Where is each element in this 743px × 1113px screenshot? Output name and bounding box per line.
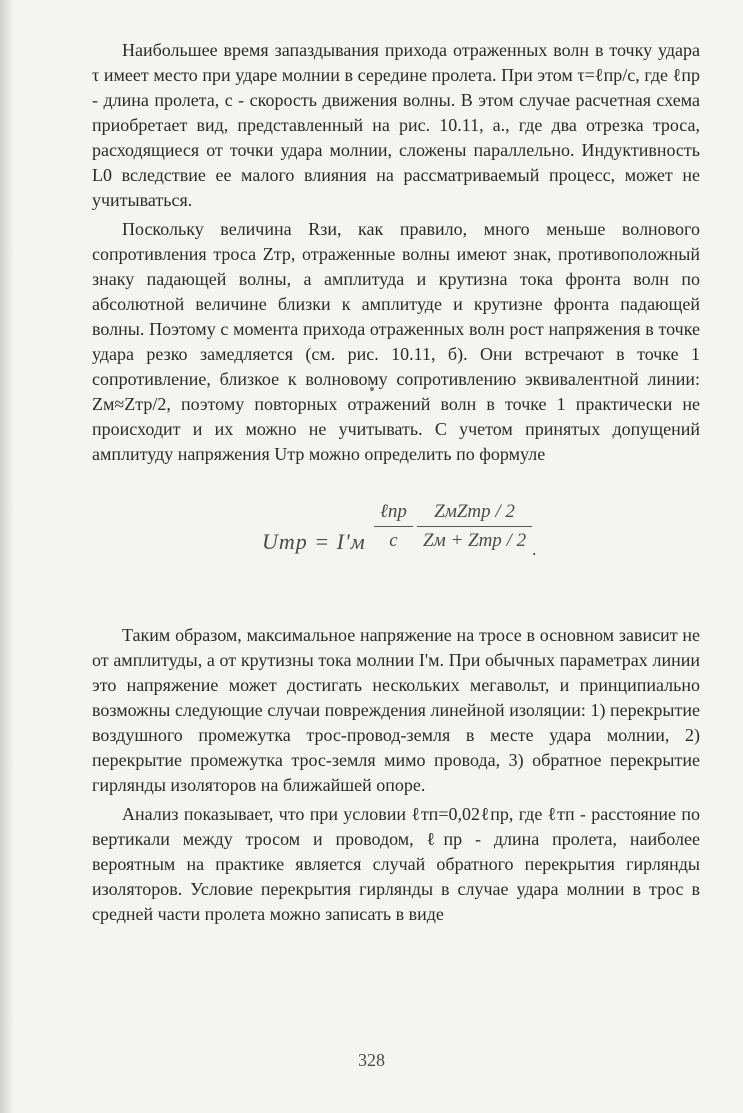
page-number: 328 (358, 1050, 385, 1070)
paragraph-2: Поскольку величина Rзи, как правило, много меньше волнового сопротивления троса Zтр, отраженные волны имеют знак, противоположный знаку падающей волны, а амплитуда и крутизна тока фронта волн по абсолютной величине близки к амплитуде и крутизне фронта падающей волны. Поэтому с момента прихода отраженных волн рост напряжения в точке удара резко замедляется (см. рис. 10.11, б). Они встречают в точке 1 сопротивление, близкое к волновому сопротивлению эквивалентной линии: Zм≈Zтр/2, поэтому повторных отражений волн в точке 1 практически не происходит и их можно не учитывать. С учетом принятых допущений амплитуду напряжения Uтр можно определить по формуле (92, 219, 700, 464)
formula-fraction-1-numerator: ℓпр (380, 501, 407, 522)
formula-lhs: Uтр = I'м (262, 529, 366, 554)
formula-fraction-2-denominator: Zм + Zтр / 2 (423, 530, 527, 551)
page-edge-shadow (0, 0, 14, 1113)
formula-end-dot: . (532, 539, 537, 559)
formula-fraction-1 (374, 501, 413, 552)
formula-fraction-2-numerator: ZмZтр / 2 (434, 501, 515, 522)
page-body (92, 38, 700, 927)
paragraph-4: Анализ показывает, что при условии ℓтп=0,02ℓпр, где ℓтп - расстояние по вертикали между тросом и проводом, ℓпр - длина пролета, наиболее вероятным на практике является случай обратного перекрытия гирлянды изоляторов. Условие перекрытия гирлянды в случае удара молнии в трос в средней части пролета можно записать в виде (92, 804, 700, 924)
formula-fraction-1-denominator: с (389, 530, 398, 551)
paragraph-1: Наибольшее время запаздывания прихода отраженных волн в точку удара τ имеет место при ударе молнии в середине пролета. При этом τ=ℓпр/с, где ℓпр - длина пролета, с - скорость движения волны. В этом случае расчетная схема приобретает вид, представленный на рис. 10.11, а., где два отрезка троса, расходящиеся от точки удара молнии, сложены параллельно. Индуктивность L0 вследствие ее малого влияния на рассматриваемый процесс, может не учитываться. (92, 40, 700, 210)
paragraph-3: Таким образом, максимальное напряжение на тросе в основном зависит не от амплитуды, а от крутизны тока молнии I'м. При обычных параметрах линии это напряжение может достигать нескольких мегавольт, и принципиально возможны следующие случаи повреждения линейной изоляции: 1) перекрытие воздушного промежутка трос-провод-земля в месте удара молнии, 2) перекрытие промежутка трос-земля мимо провода, 3) обратное перекрытие гирлянды изоляторов на ближайшей опоре. (92, 625, 700, 795)
formula-fraction-2 (417, 501, 532, 552)
formula-utr (92, 491, 700, 601)
